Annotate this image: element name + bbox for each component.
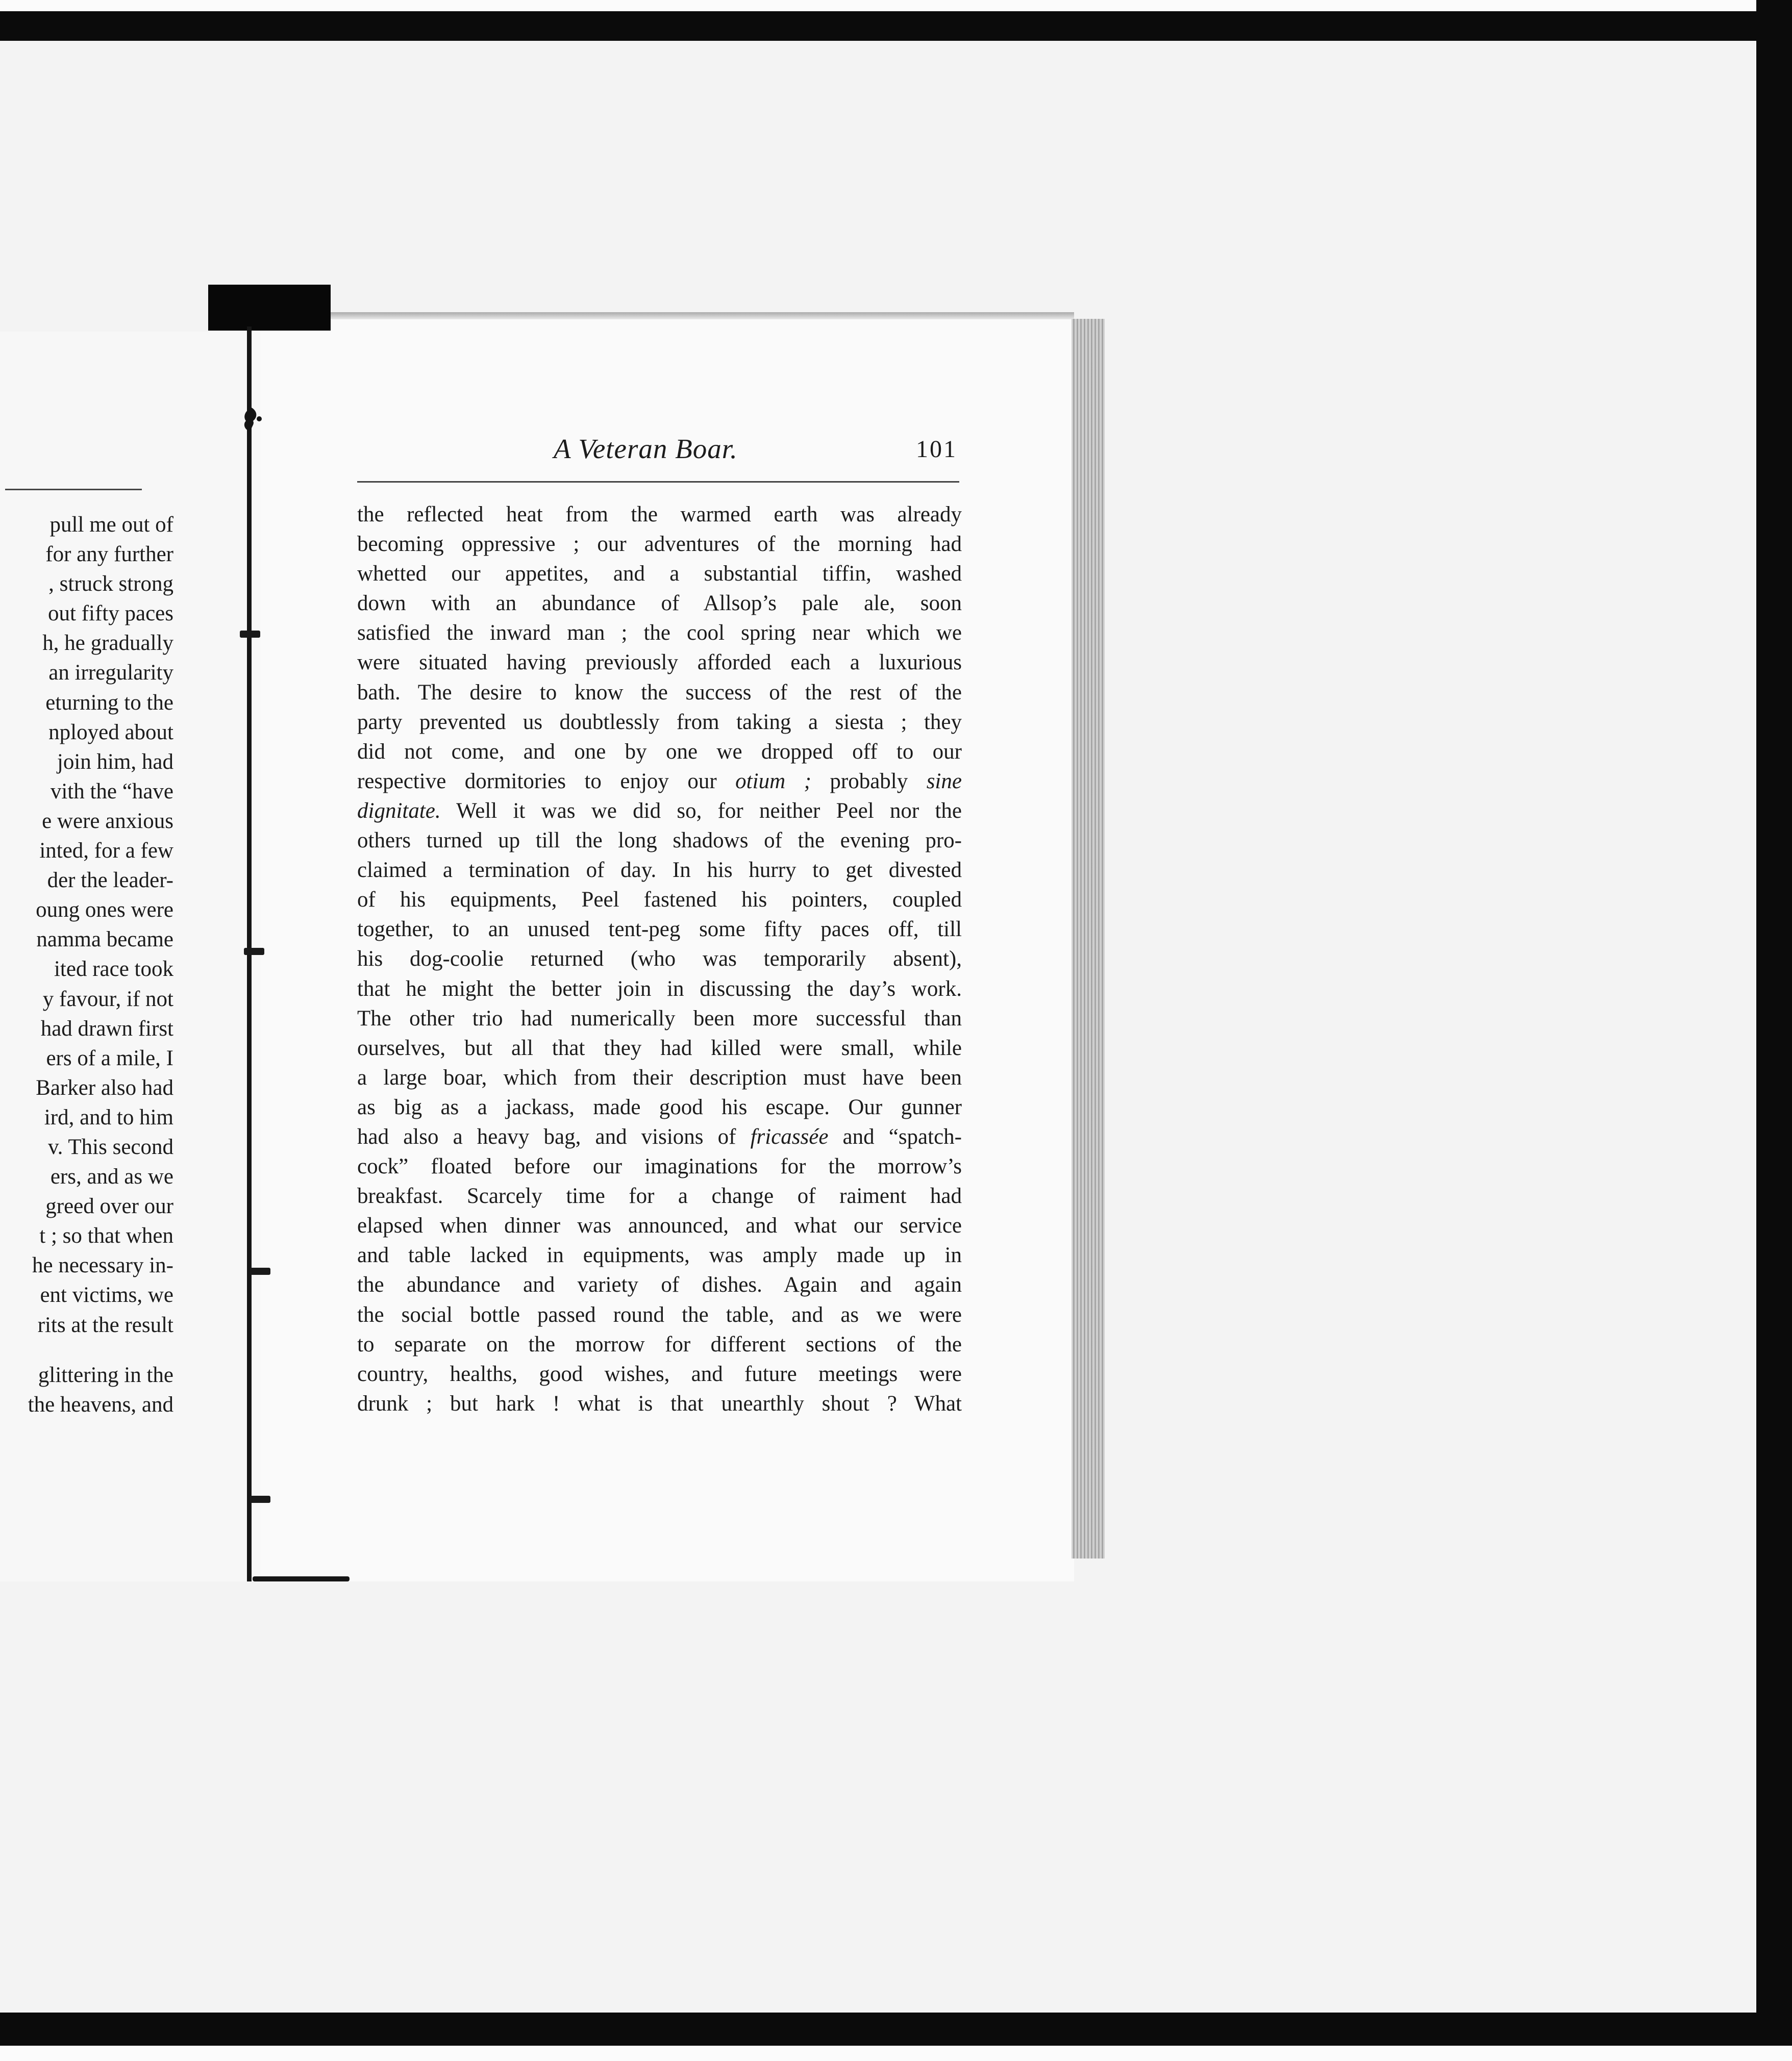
text-segment: satisfied the inward man ; the cool spring near which we xyxy=(357,621,962,645)
text-line xyxy=(357,915,962,944)
text-line xyxy=(357,618,962,648)
binding-stitch xyxy=(240,631,260,638)
text-line: ird, and to him xyxy=(44,1105,173,1129)
text-line: , struck strong xyxy=(48,572,173,596)
text-segment: claimed a termination of day. In his hurry to get divested xyxy=(357,858,962,883)
text-line: ent victims, we xyxy=(40,1283,173,1308)
text-line xyxy=(357,1122,962,1152)
text-segment: down with an abundance of Allsop’s pale ale, soon xyxy=(357,591,962,616)
body-text xyxy=(357,500,962,1419)
text-line xyxy=(357,1093,962,1122)
text-segment: cock” floated before our imaginations for the morrow’s xyxy=(357,1154,962,1179)
text-line xyxy=(357,1152,962,1182)
text-segment: elapsed when dinner was announced, and what our service xyxy=(357,1214,962,1238)
text-line: greed over our xyxy=(45,1194,173,1219)
text-line: for any further xyxy=(45,542,173,567)
text-segment: party prevented us doubtlessly from taking a siesta ; they xyxy=(357,710,962,734)
text-line xyxy=(357,737,962,767)
text-line: inted, for a few xyxy=(39,839,173,863)
binding-stitch xyxy=(250,1268,270,1275)
left-page-rule xyxy=(5,489,142,490)
header-rule xyxy=(357,481,959,483)
left-page-text xyxy=(0,510,173,1420)
text-segment: the reflected heat from the warmed earth was already xyxy=(357,502,962,526)
text-segment: of his equipments, Peel fastened his pointers, coupled xyxy=(357,888,962,912)
text-line xyxy=(357,1241,962,1270)
text-segment: bath. The desire to know the success of the rest of the xyxy=(357,680,962,705)
text-line: ers, and as we xyxy=(50,1165,173,1189)
text-segment: becoming oppressive ; our adventures of the morning had xyxy=(357,532,962,557)
text-line xyxy=(357,885,962,915)
text-line xyxy=(357,708,962,737)
text-line xyxy=(357,530,962,559)
running-head: A Veteran Boar. xyxy=(554,433,738,464)
text-line xyxy=(357,944,962,974)
text-line: t ; so that when xyxy=(39,1224,173,1248)
text-line xyxy=(357,1211,962,1241)
text-line: an irregularity xyxy=(48,661,173,685)
spine-foot xyxy=(253,1576,350,1581)
text-line xyxy=(357,767,962,796)
text-line xyxy=(357,1270,962,1300)
text-line xyxy=(357,1063,962,1093)
text-line xyxy=(357,1182,962,1211)
binding-stitch xyxy=(244,948,264,955)
text-line xyxy=(357,678,962,708)
text-line xyxy=(357,826,962,856)
text-segment: together, to an unused tent-peg some fifty paces off, till xyxy=(357,917,962,942)
text-segment: were situated having previously afforded each a luxurious xyxy=(357,650,962,675)
text-segment: and “spatch- xyxy=(828,1124,962,1149)
text-line xyxy=(357,559,962,589)
scan-border-bottom-edge xyxy=(0,2046,1792,2061)
text-segment: Well it was we did so, for neither Peel nor the xyxy=(440,798,962,823)
text-segment: a large boar, which from their description must have been xyxy=(357,1065,962,1090)
italic-text: dignitate. xyxy=(357,798,441,823)
text-line: had drawn first xyxy=(40,1016,173,1041)
page-stack-edge xyxy=(1072,319,1105,1559)
text-line xyxy=(357,1004,962,1034)
text-segment: as big as a jackass, made good his escape. Our gunner xyxy=(357,1095,962,1119)
scan-border-top-edge xyxy=(0,0,1781,11)
paragraph-gap xyxy=(0,1340,173,1361)
text-line xyxy=(357,856,962,885)
text-segment: to separate on the morrow for different sections of the xyxy=(357,1332,962,1356)
text-line: e were anxious xyxy=(42,809,173,833)
italic-text: sine xyxy=(926,769,962,793)
text-segment: ourselves, but all that they had killed were small, while xyxy=(357,1036,962,1060)
text-line: Barker also had xyxy=(36,1075,173,1100)
text-line: pull me out of xyxy=(49,513,173,537)
text-line: he necessary in- xyxy=(32,1253,173,1278)
text-line xyxy=(357,1330,962,1360)
text-segment: the social bottle passed round the table, and as we were xyxy=(357,1302,962,1327)
text-segment: country, healths, good wishes, and future meetings were xyxy=(357,1362,962,1386)
text-line: v. This second xyxy=(47,1135,173,1159)
italic-text: fricassée xyxy=(750,1124,829,1149)
text-line xyxy=(357,1360,962,1389)
binding-stitch xyxy=(250,1496,270,1503)
text-line xyxy=(357,1389,962,1419)
binding-tab xyxy=(208,285,331,331)
page-number: 101 xyxy=(916,436,957,463)
text-segment: did not come, and one by one we dropped off to our xyxy=(357,739,962,764)
text-line xyxy=(357,1300,962,1330)
text-line: join him, had xyxy=(57,749,173,774)
text-line: nployed about xyxy=(48,720,173,744)
text-segment: the abundance and variety of dishes. Again and again xyxy=(357,1273,962,1297)
text-line xyxy=(357,589,962,618)
text-segment: that he might the better join in discussing the day’s work. xyxy=(357,976,962,1001)
text-segment: The other trio had numerically been more successful than xyxy=(357,1006,962,1030)
text-line: ers of a mile, I xyxy=(46,1046,173,1070)
text-line: oung ones were xyxy=(36,898,173,922)
text-segment: and table lacked in equipments, was amply made up in xyxy=(357,1243,962,1268)
text-line xyxy=(357,974,962,1004)
text-line: glittering in the xyxy=(38,1363,173,1387)
text-segment: had also a heavy bag, and visions of xyxy=(357,1124,751,1149)
scan-border-right xyxy=(1756,0,1792,2061)
text-segment: whetted our appetites, and a substantial tiffin, washed xyxy=(357,562,962,586)
text-segment: drunk ; but hark ! what is that unearthly shout ? What xyxy=(357,1391,962,1416)
text-line: the heavens, and xyxy=(28,1392,173,1417)
text-segment: his dog-coolie returned (who was temporarily absent), xyxy=(357,947,962,971)
text-line xyxy=(357,500,962,530)
text-line: out fifty paces xyxy=(48,601,173,626)
binding-clip-icon xyxy=(240,407,263,433)
italic-text: otium ; xyxy=(735,769,811,793)
text-segment: respective dormitories to enjoy our xyxy=(357,769,736,793)
text-line: ited race took xyxy=(54,957,173,982)
text-line: eturning to the xyxy=(45,690,173,715)
text-line: vith the “have xyxy=(50,779,173,803)
text-line xyxy=(357,1034,962,1063)
text-segment: breakfast. Scarcely time for a change of raiment had xyxy=(357,1184,962,1209)
text-segment: others turned up till the long shadows of the evening pro- xyxy=(357,828,962,853)
text-line: h, he gradually xyxy=(42,631,173,656)
text-line: y favour, if not xyxy=(42,987,173,1011)
text-line xyxy=(357,796,962,826)
text-line: der the leader- xyxy=(47,868,173,893)
page-top-edge xyxy=(260,312,1074,319)
text-line: rits at the result xyxy=(37,1313,173,1337)
text-line: namma became xyxy=(36,927,173,952)
text-line xyxy=(357,648,962,677)
text-segment: probably xyxy=(811,769,927,793)
